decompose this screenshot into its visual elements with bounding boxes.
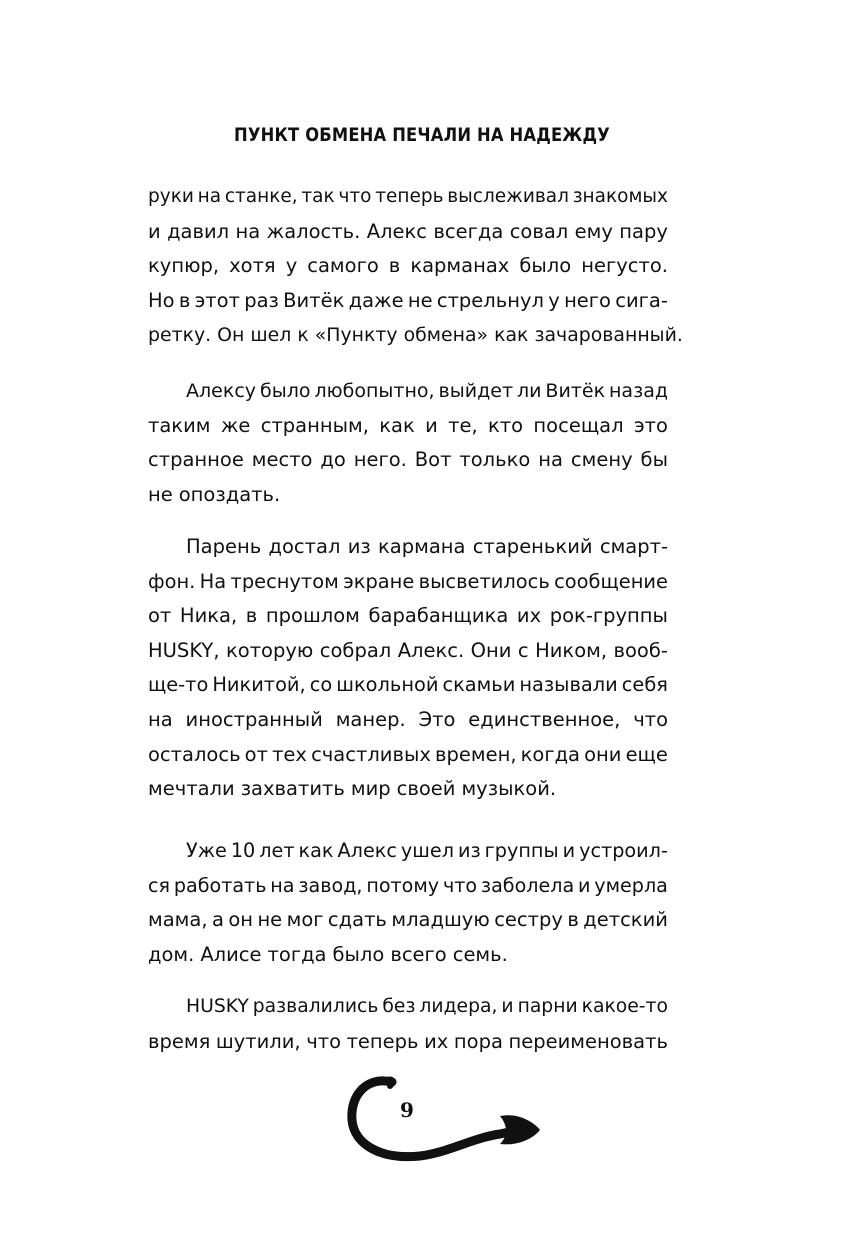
text-line: и давил на жалость. Алекс всегда совал ему пару [148, 219, 668, 243]
paragraph [148, 374, 668, 512]
paragraph [148, 530, 668, 807]
paragraph [148, 180, 683, 353]
text-line: купюр, хотя у самого в карманах было негусто. [148, 254, 668, 278]
text-line: Но в этот раз Витёк даже не стрельнул у него сига- [148, 288, 668, 312]
text-line: HUSKY развалились без лидера, и парни какое-то [186, 996, 668, 1017]
page-number: 9 [400, 1098, 414, 1122]
text-line: от Ника, в прошлом барабанщика их рок-группы [148, 604, 668, 628]
text-line: ретку. Он шел к «Пункту обмена» как зачарованный. [148, 324, 683, 347]
text-line: дом. Алисе тогда было всего семь. [148, 942, 508, 966]
page-footer [340, 1072, 550, 1168]
paragraph [148, 990, 668, 1059]
text-line: не опоздать. [148, 482, 281, 506]
text-line: фон. На треснутом экране высветилось сообщение [148, 569, 668, 593]
paragraph [148, 834, 668, 972]
text-line: осталось от тех счастливых времен, когда они еще [148, 742, 668, 766]
text-line: HUSKY, которую собрал Алекс. Они с Ником, вооб- [148, 638, 668, 662]
text-line: ся работать на завод, потому что заболела и умерла [148, 873, 668, 897]
text-line: Парень достал из кармана старенький смарт- [186, 535, 668, 558]
text-line: Алексу было любопытно, выйдет ли Витёк назад [186, 380, 668, 402]
running-header: ПУНКТ ОБМЕНА ПЕЧАЛИ НА НАДЕЖДУ [234, 124, 610, 146]
text-line: руки на станке, так что теперь выслеживал знакомых [148, 186, 668, 207]
text-line: ще-то Никитой, со школьной скамьи называли себя [148, 673, 668, 697]
text-line: время шутили, что теперь их пора переименовать [148, 1029, 668, 1053]
text-line: на иностранный манер. Это единственное, что [148, 707, 668, 731]
text-line: странное место до него. Вот только на смену бы [148, 448, 668, 472]
text-line: таким же странным, как и те, кто посещал это [148, 413, 668, 437]
text-line: Уже 10 лет как Алекс ушел из группы и устроил- [186, 839, 668, 862]
text-line: мама, а он не мог сдать младшую сестру в детский [148, 908, 668, 932]
text-line: мечтали захватить мир своей музыкой. [148, 777, 557, 801]
swirl-ornament-icon [340, 1072, 550, 1168]
